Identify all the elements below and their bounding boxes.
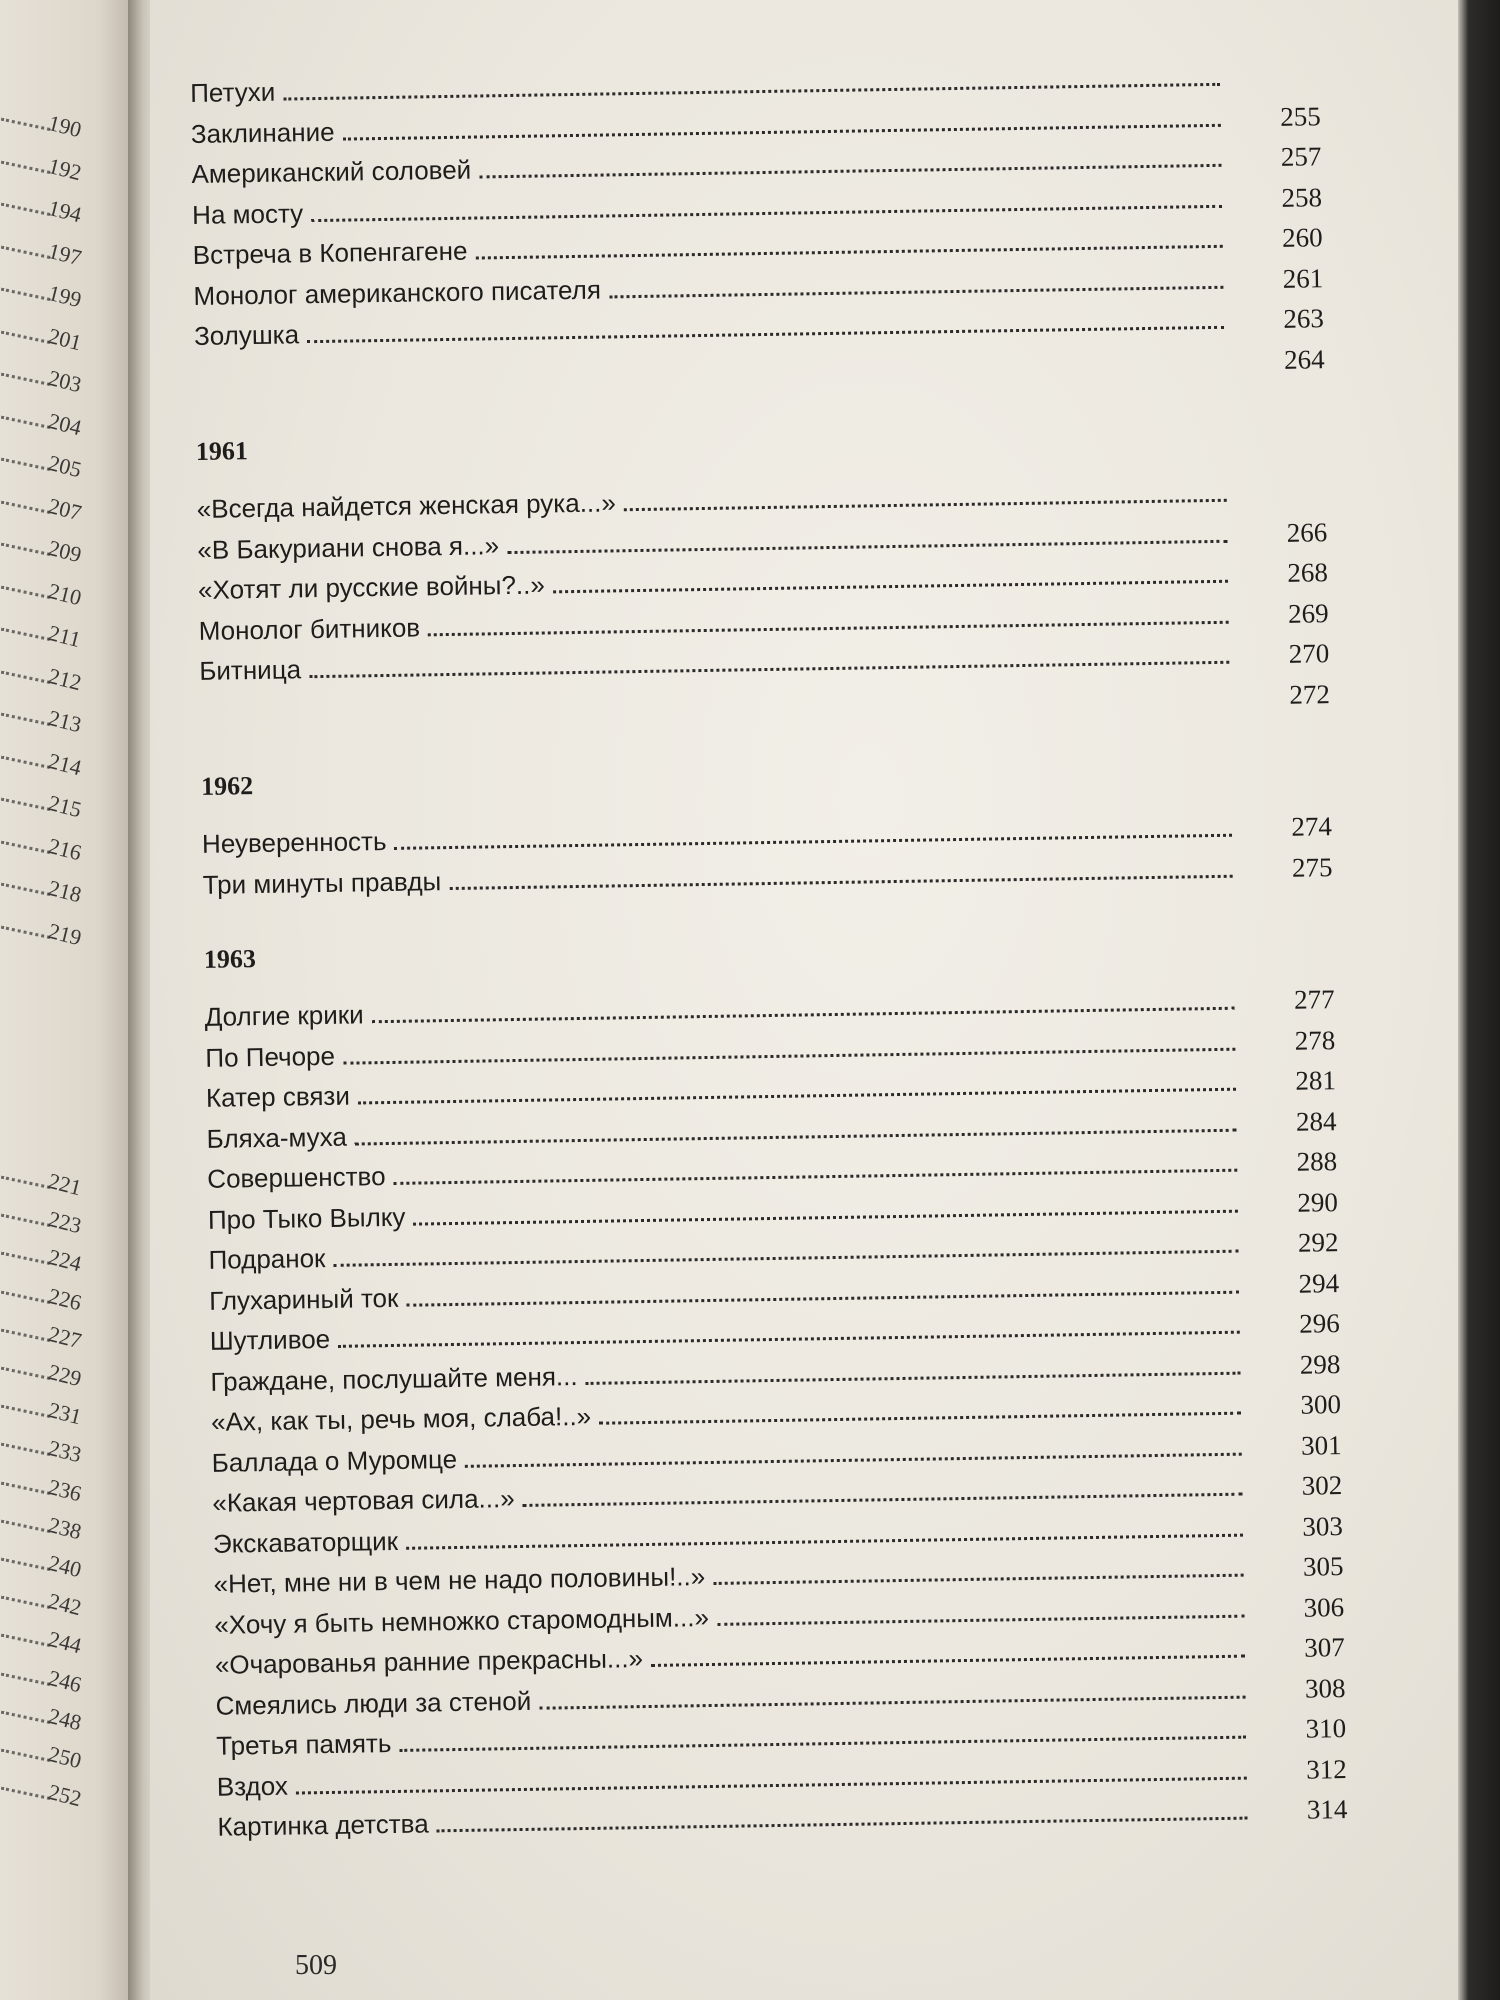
toc-entry-page: 307 [1304,1632,1346,1663]
left-page-number: 197 [45,237,85,270]
dot-leader [507,539,1227,553]
dot-leader [475,245,1222,260]
toc-entry-title: Смеялись люди за стеной [215,1685,532,1721]
dot-leader [713,1574,1243,1585]
left-page-dot-leader [1,840,51,853]
left-page-number: 229 [45,1359,85,1392]
dot-leader [307,326,1224,343]
left-page-dot-leader [1,373,51,386]
toc-entry-page: 272 [1289,678,1331,710]
left-page-dot-leader [1,1710,51,1723]
toc-entry-title: По Печоре [205,1040,336,1073]
dot-leader [553,580,1228,594]
left-page-number: 204 [45,407,85,440]
left-page-number: 219 [45,917,85,950]
left-page-dot-leader [1,1634,51,1647]
toc-entry-title: «Ах, как ты, речь моя, слаба!..» [210,1400,592,1437]
toc-entry-page: 274 [1291,811,1333,842]
left-page-dot-leader [1,1519,51,1532]
toc-entry-page: 301 [1300,1429,1342,1461]
toc-entry-page: 263 [1283,303,1325,334]
toc-entry-page: 314 [1306,1794,1348,1825]
dot-leader [343,1047,1235,1064]
left-page-dot-leader [1,415,51,428]
section-year-heading: 1962 [200,771,254,801]
toc-entry-page: 308 [1304,1672,1346,1704]
left-page-dot-leader [1,1367,51,1380]
left-page-number: 226 [45,1282,85,1315]
toc-entry-page: 261 [1282,262,1324,294]
left-page-dot-leader [1,500,51,513]
toc-entry-page: 292 [1297,1227,1339,1258]
page-number: 509 [295,1950,337,1981]
dot-leader [406,1533,1243,1549]
dot-leader [465,1452,1242,1467]
left-page-dot-leader [1,118,51,131]
toc-entry-title: Третья память [215,1728,392,1761]
toc-entry-page: 298 [1299,1348,1341,1380]
toc-entry-page: 264 [1283,343,1325,375]
toc-entry-page: 275 [1291,851,1333,883]
left-page-dot-leader [1,1290,51,1303]
left-page-dot-leader [1,1672,51,1685]
toc-entry-title: Золушка [193,319,300,351]
left-page-dot-leader [1,1596,51,1609]
left-page [0,0,140,2000]
dot-leader [355,1128,1237,1145]
left-page-dot-leader [1,1328,51,1341]
left-page-dot-leader [1,798,51,811]
left-page-number: 223 [45,1206,85,1239]
left-page-dot-leader [1,585,51,598]
left-page-dot-leader [1,543,51,556]
toc-entry-page: 302 [1301,1470,1343,1501]
left-page-dot-leader [1,160,51,173]
dot-leader [609,285,1223,298]
left-page-number: 207 [45,492,85,525]
left-page-number: 211 [45,620,84,653]
book-cover-edge [1458,0,1500,2000]
left-page-dot-leader [1,1443,51,1456]
left-page-dot-leader [1,1214,51,1227]
toc-entry-title: Граждане, послушайте меня... [210,1360,578,1397]
left-page-dot-leader [1,288,51,301]
left-page-number: 227 [45,1320,85,1354]
dot-leader [394,1169,1238,1185]
dot-leader [309,661,1229,678]
left-page-number: 213 [45,705,85,738]
left-page-number: 252 [45,1779,85,1812]
toc-entry-title: Американский соловей [191,154,472,189]
toc-entry-page: 255 [1280,100,1321,132]
left-page-number: 240 [45,1550,85,1583]
left-page-number: 210 [45,577,85,610]
toc-entry-page: 277 [1293,984,1335,1015]
toc-entry-title: «В Бакуриани снова я...» [197,529,500,565]
toc-entry-title: «Нет, мне ни в чем не надо половины!..» [213,1561,706,1599]
left-page-dot-leader [1,670,51,683]
left-page-dot-leader [1,1787,51,1800]
toc-entry-page [1220,84,1320,86]
left-page-number: 233 [45,1435,85,1468]
dot-leader [624,499,1227,511]
left-page-number: 236 [45,1473,85,1506]
left-page-number: 218 [45,875,85,908]
left-page-dot-leader [1,925,51,938]
left-page-number: 203 [45,365,85,398]
dot-leader [372,1007,1235,1024]
dot-leader [338,1331,1240,1348]
left-page-dot-leader [1,1481,51,1494]
left-page-dot-leader [1,883,51,896]
left-page-number: 244 [45,1626,85,1659]
toc-entry-page: 278 [1294,1024,1336,1056]
toc-entry-title: Неуверенность [201,826,387,859]
toc-entry-title: Экскаваторщик [212,1525,399,1559]
toc-entry-page: 257 [1280,141,1322,172]
dot-leader [406,1290,1239,1306]
dot-leader [437,1817,1248,1833]
toc-entry-title: Монолог битников [198,611,421,646]
dot-leader [599,1412,1241,1425]
toc-entry-page: 296 [1298,1308,1340,1339]
dot-leader [283,83,1220,101]
toc-entry-title: На мосту [191,197,304,230]
toc-entry-page: 305 [1302,1551,1344,1582]
left-page-number: 209 [45,535,85,568]
left-page-number: 250 [45,1741,85,1774]
dot-leader [523,1493,1243,1507]
left-page-number: 215 [45,790,85,823]
section-year-heading: 1963 [203,944,257,974]
toc-entry-page: 268 [1287,557,1329,588]
toc-entry-title: Долгие крики [204,999,364,1032]
dot-leader [479,164,1221,179]
dot-leader [717,1614,1244,1625]
dot-leader [539,1695,1245,1709]
toc-entry-title: Три минуты правды [202,865,442,900]
left-page-number: 221 [45,1168,85,1201]
dot-leader [311,204,1222,221]
left-page-dot-leader [1,1176,51,1189]
toc-entry-title: «Хочу я быть немножко старомодным...» [214,1601,710,1640]
left-page-dot-leader [1,1558,51,1571]
toc-entry-title: Вздох [216,1770,289,1802]
left-page-dot-leader [1,245,51,258]
toc-entry-page [1227,500,1327,502]
toc-entry-title: Подранок [208,1243,326,1275]
left-page-number: 246 [45,1664,85,1697]
left-page-number: 190 [45,110,85,143]
dot-leader [343,123,1221,140]
toc-entry-page: 312 [1305,1753,1347,1785]
toc-entry-title: «Какая чертовая сила...» [212,1483,515,1518]
left-page-number: 201 [45,322,85,355]
left-page-dot-leader [1,755,51,768]
toc-entry-title: Бляха-муха [206,1121,348,1154]
left-page-dot-leader [1,203,51,216]
left-page-dot-leader [1,458,51,471]
toc-entry-page: 290 [1297,1186,1339,1218]
left-page-dot-leader [1,628,51,641]
left-page-dot-leader [1,713,51,726]
table-of-contents [190,60,1348,1852]
dot-leader [334,1250,1239,1267]
toc-entry-title: «Всегда найдется женская рука...» [196,487,617,524]
left-page-number: 214 [45,747,85,780]
toc-entry-page: 288 [1296,1146,1338,1177]
toc-entry-title: Шутливое [209,1323,331,1356]
toc-entry-page: 266 [1286,516,1328,548]
section-year-heading: 1961 [195,436,249,466]
left-page-number: 192 [45,152,85,185]
dot-leader [651,1655,1245,1667]
left-page-dot-leader [1,1252,51,1265]
toc-entry-title: Картинка детства [217,1808,429,1842]
left-page-number: 231 [45,1397,85,1430]
left-page-number: 205 [45,450,85,483]
toc-entry-title: «Хотят ли русские войны?..» [197,569,546,605]
dot-leader [413,1209,1237,1225]
toc-entry-page: 306 [1303,1591,1345,1623]
toc-entry-title: Монолог американского писателя [193,274,602,311]
dot-leader [399,1736,1246,1752]
left-page-number: 242 [45,1588,85,1621]
dot-leader [428,620,1229,636]
left-page-number: 194 [45,195,85,228]
toc-entry-page: 310 [1305,1713,1347,1744]
dot-leader [586,1371,1241,1384]
toc-entry-title: Встреча в Копенгагене [192,235,468,270]
left-page-number: 248 [45,1702,85,1736]
left-page-dot-leader [1,1405,51,1418]
dot-leader [395,834,1232,850]
left-page-number: 216 [45,832,85,865]
dot-leader [449,874,1232,889]
left-page-number: 199 [45,280,85,313]
toc-entry-title: Баллада о Муромце [211,1443,458,1478]
toc-entry-title: Петухи [190,76,276,108]
left-page-number: 224 [45,1244,85,1277]
left-page-dot-leader [1,330,51,343]
toc-entry-page: 258 [1281,181,1323,213]
toc-entry-page: 270 [1288,638,1330,669]
toc-entry-page: 284 [1295,1105,1337,1137]
right-page [150,0,1458,2000]
toc-entry-title: Про Тыко Вылку [207,1201,406,1235]
toc-entry-title: «Очарованья ранние прекрасны...» [214,1643,644,1680]
dot-leader [296,1776,1247,1794]
toc-entry-title: Глухариный ток [208,1282,399,1316]
toc-entry-title: Заклинание [190,116,335,149]
toc-entry-page: 294 [1298,1267,1340,1299]
toc-entry-page: 260 [1281,222,1323,253]
dot-leader [358,1088,1236,1105]
left-page-dot-leader [1,1749,51,1762]
toc-entry-title: Катер связи [205,1080,351,1113]
toc-entry-title: Битница [199,654,302,686]
toc-entry-page: 281 [1295,1065,1337,1096]
left-page-number: 238 [45,1511,85,1545]
toc-entry-page: 269 [1287,597,1329,629]
toc-entry-title: Совершенство [207,1161,386,1194]
toc-entry-page: 303 [1302,1510,1344,1542]
toc-entry-page: 300 [1300,1389,1342,1420]
left-page-number: 212 [45,662,85,695]
